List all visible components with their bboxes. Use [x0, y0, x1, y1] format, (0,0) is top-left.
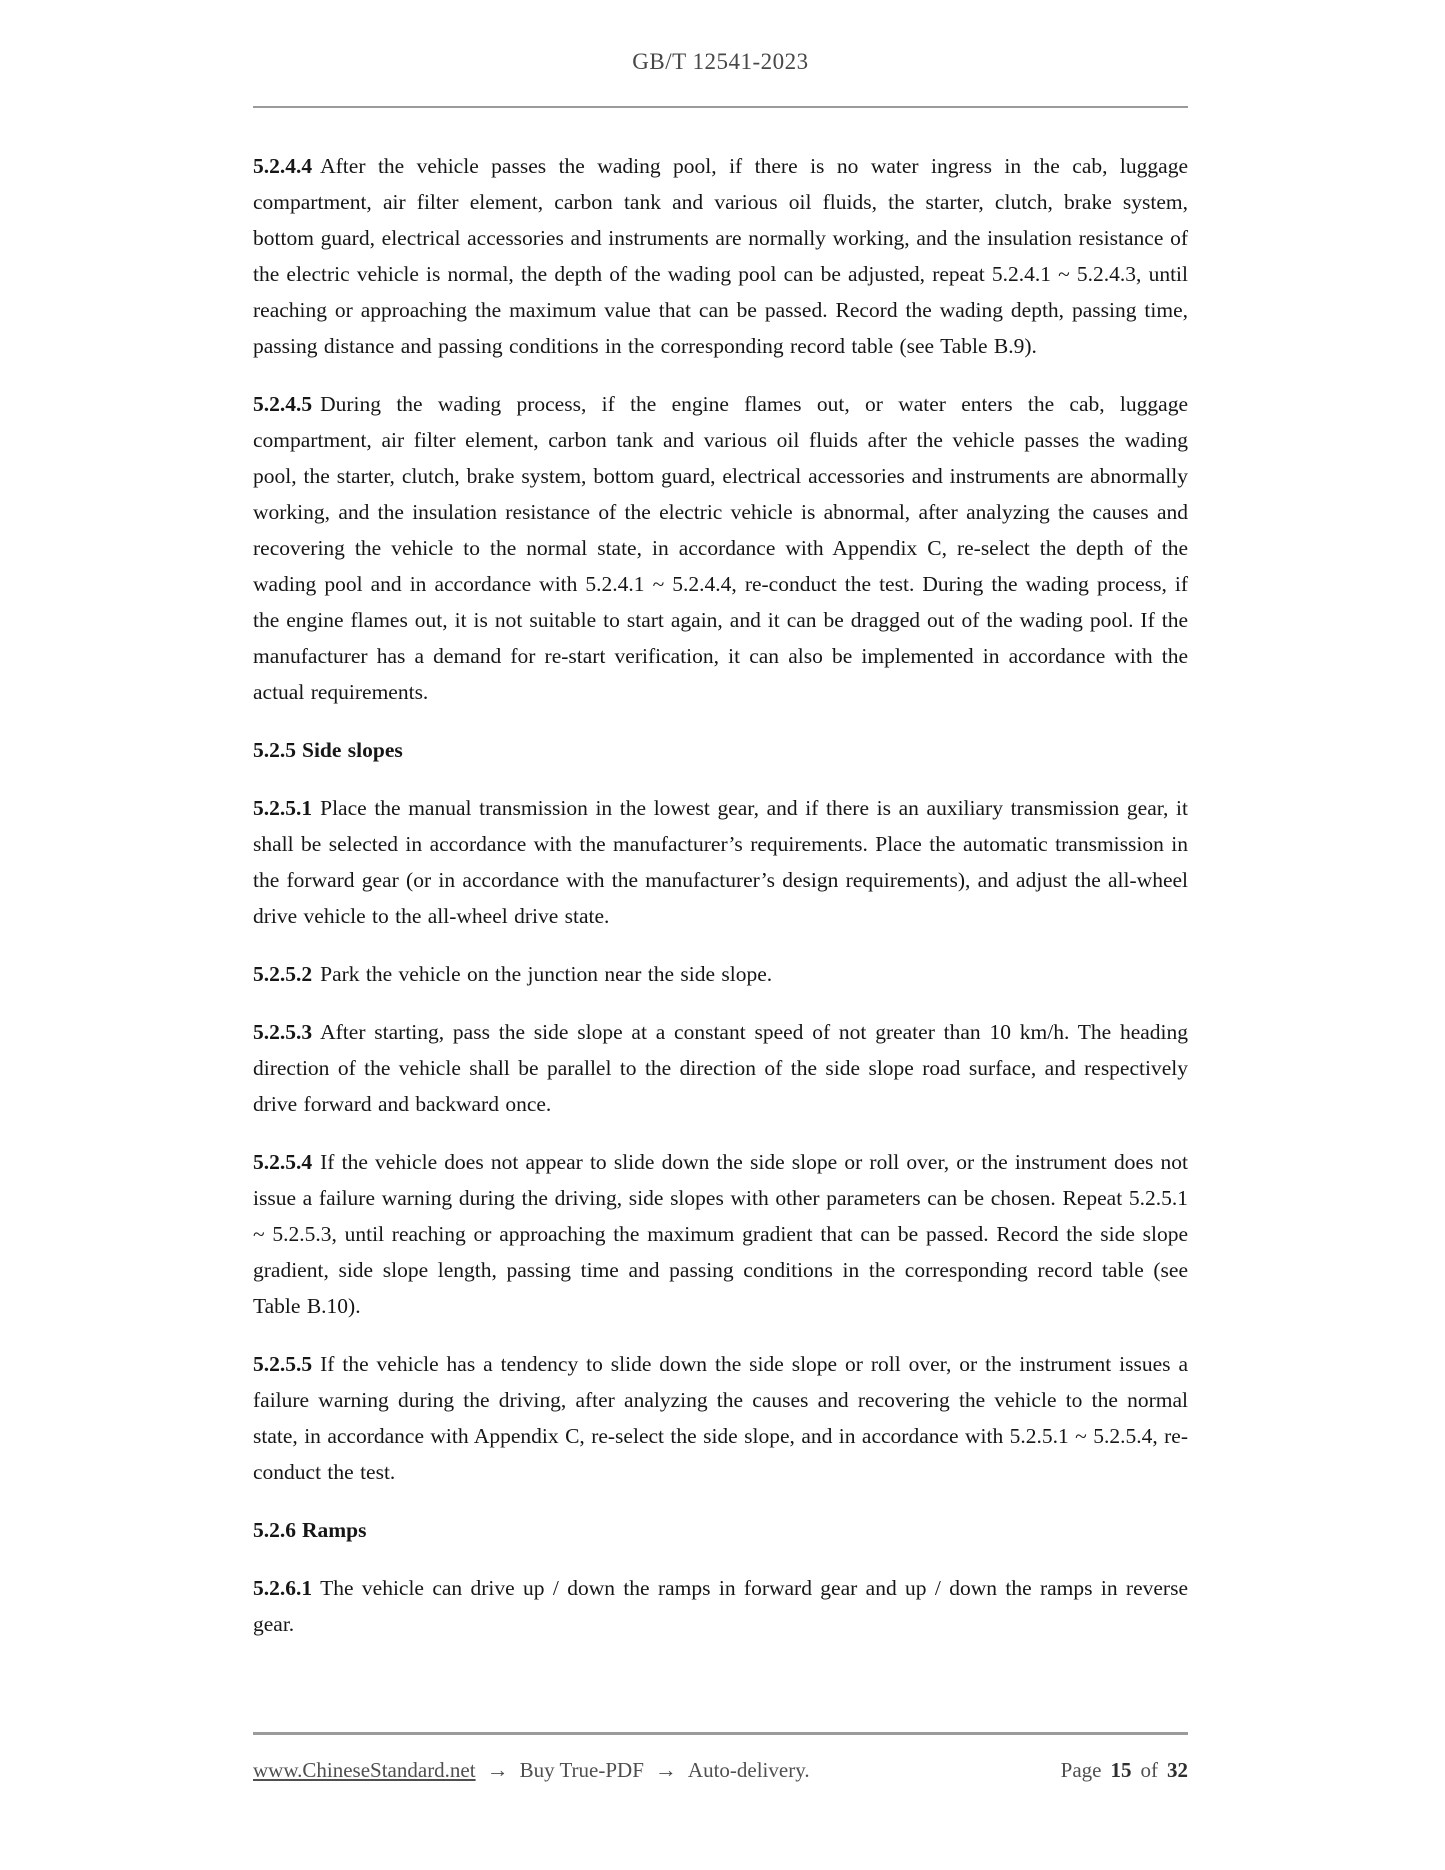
section-paragraph-5251 — [253, 790, 1188, 934]
section-paragraph-5245 — [253, 386, 1188, 710]
section-text: Park the vehicle on the junction near the side slope. — [320, 962, 773, 986]
page-label: Page — [1060, 1758, 1102, 1782]
section-number: 5.2.4.5 — [253, 392, 313, 416]
section-text: If the vehicle has a tendency to slide down the side slope or roll over, or the instrument issues a failure warning during the driving, after analyzing the causes and recovering the vehicle to the normal state, in accordance with Appendix C, re-select the side slope, and in accordance with 5.2.5.1 ~ 5.2.5.4, re-conduct the test. — [253, 1352, 1188, 1484]
section-heading-525 — [253, 732, 1188, 768]
footer-source-line — [253, 1757, 810, 1783]
section-text: After the vehicle passes the wading pool, if there is no water ingress in the cab, luggage compartment, air filter element, carbon tank and various oil fluids, the starter, clutch, brake system, bottom guard, electrical accessories and instruments are normally working, and the insulation resistance of the electric vehicle is normal, the depth of the wading pool can be adjusted, repeat 5.2.4.1 ~ 5.2.4.3, until reaching or approaching the maximum value that can be passed. Record the wading depth, passing time, passing distance and passing conditions in the corresponding record table (see Table B.9). — [253, 154, 1188, 358]
section-paragraph-5252 — [253, 956, 1188, 992]
section-text: Place the manual transmission in the lowest gear, and if there is an auxiliary transmission gear, it shall be selected in accordance with the manufacturer’s requirements. Place the automatic transmission in the forward gear (or in accordance with the manufacturer’s design requirements), and adjust the all-wheel drive vehicle to the all-wheel drive state. — [253, 796, 1188, 928]
footer-divider — [253, 1732, 1188, 1735]
page-indicator — [1061, 1758, 1188, 1783]
section-heading-text: Side slopes — [302, 738, 403, 762]
page-footer — [253, 1732, 1188, 1783]
right-arrow-icon: → — [486, 1757, 509, 1782]
section-text: After starting, pass the side slope at a constant speed of not greater than 10 km/h. The heading direction of the vehicle shall be parallel to the direction of the side slope road surface, and respectively drive forward and backward once. — [253, 1020, 1188, 1116]
section-number: 5.2.5.4 — [253, 1150, 313, 1174]
section-number: 5.2.5.5 — [253, 1352, 313, 1376]
section-text: If the vehicle does not appear to slide down the side slope or roll over, or the instrument does not issue a failure warning during the driving, side slopes with other parameters can be chosen. Repeat 5.2.5.1 ~ 5.2.5.3, until reaching or approaching the maximum gradient that can be passed. Record the side slope gradient, side slope length, passing time and passing conditions in the corresponding record table (see Table B.10). — [253, 1150, 1188, 1318]
standard-code: GB/T 12541-2023 — [632, 49, 809, 74]
page-total: 32 — [1167, 1758, 1188, 1782]
section-number: 5.2.5 — [253, 738, 296, 762]
header-divider — [253, 106, 1188, 108]
footer-row — [253, 1757, 1188, 1783]
section-paragraph-5261 — [253, 1570, 1188, 1642]
section-heading-526 — [253, 1512, 1188, 1548]
content-column — [253, 0, 1188, 1642]
section-text: During the wading process, if the engine flames out, or water enters the cab, luggage compartment, air filter element, carbon tank and various oil fluids after the vehicle passes the wading pool, the starter, clutch, brake system, bottom guard, electrical accessories and instruments are abnormally working, and the insulation resistance of the electric vehicle is abnormal, after analyzing the causes and recovering the vehicle to the normal state, in accordance with Appendix C, re-select the depth of the wading pool and in accordance with 5.2.4.1 ~ 5.2.4.4, re-conduct the test. During the wading process, if the engine flames out, it is not suitable to start again, and it can be dragged out of the wading pool. If the manufacturer has a demand for re-start verification, it can also be implemented in accordance with the actual requirements. — [253, 392, 1188, 704]
section-paragraph-5254 — [253, 1144, 1188, 1324]
section-paragraph-5244 — [253, 148, 1188, 364]
page-current: 15 — [1110, 1758, 1132, 1782]
section-number: 5.2.5.2 — [253, 962, 313, 986]
section-number: 5.2.6.1 — [253, 1576, 313, 1600]
section-number: 5.2.5.3 — [253, 1020, 313, 1044]
section-text: The vehicle can drive up / down the ramps in forward gear and up / down the ramps in reverse gear. — [253, 1576, 1188, 1636]
section-paragraph-5253 — [253, 1014, 1188, 1122]
page-header — [253, 0, 1188, 77]
footer-buy-text: Buy True-PDF — [519, 1758, 644, 1782]
right-arrow-icon: → — [654, 1757, 677, 1782]
section-number: 5.2.6 — [253, 1518, 296, 1542]
section-number: 5.2.5.1 — [253, 796, 313, 820]
section-number: 5.2.4.4 — [253, 154, 313, 178]
chinesestandard-link[interactable]: www.ChineseStandard.net — [253, 1758, 476, 1782]
section-paragraph-5255 — [253, 1346, 1188, 1490]
section-heading-text: Ramps — [302, 1518, 367, 1542]
page-of-label: of — [1140, 1758, 1158, 1782]
footer-delivery-text: Auto-delivery. — [687, 1758, 810, 1782]
